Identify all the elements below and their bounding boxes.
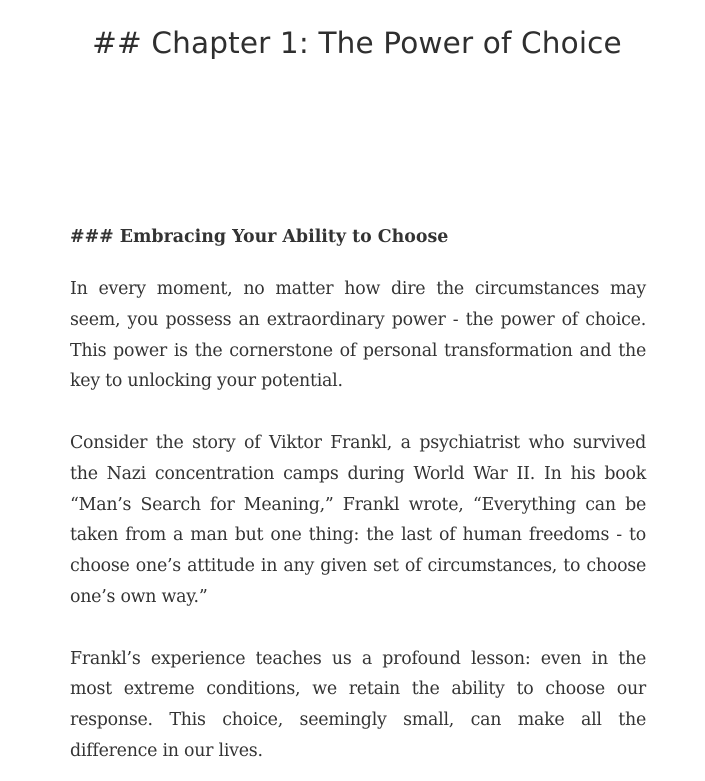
paragraph-frankl-lesson: Frankl’s experience teaches us a profound lesson: even in the most extreme conditions, we retain the ability to choose our response. This choice, seemingly small, can make all the difference in our lives.: [70, 648, 646, 761]
chapter-title: ## Chapter 1: The Power of Choice: [92, 26, 622, 60]
paragraph-viktor-frankl: Consider the story of Viktor Frankl, a psychiatrist who survived the Nazi concentration camps during World War II. In his book “Man’s Search for Meaning,” Frankl wrote, “Everything can be taken from a man but one thing: the last of human freedoms - to choose one’s attitude in any given set of circumstances, to choose one’s own way.”: [70, 433, 646, 607]
chapter-body: [70, 224, 646, 767]
paragraph-power-of-choice: In every moment, no matter how dire the circumstances may seem, you possess an extraordinary power - the power of choice. This power is the cornerstone of personal transformation and the key to unlocking your potential.: [70, 279, 646, 392]
section-heading: ### Embracing Your Ability to Choose: [70, 227, 449, 247]
